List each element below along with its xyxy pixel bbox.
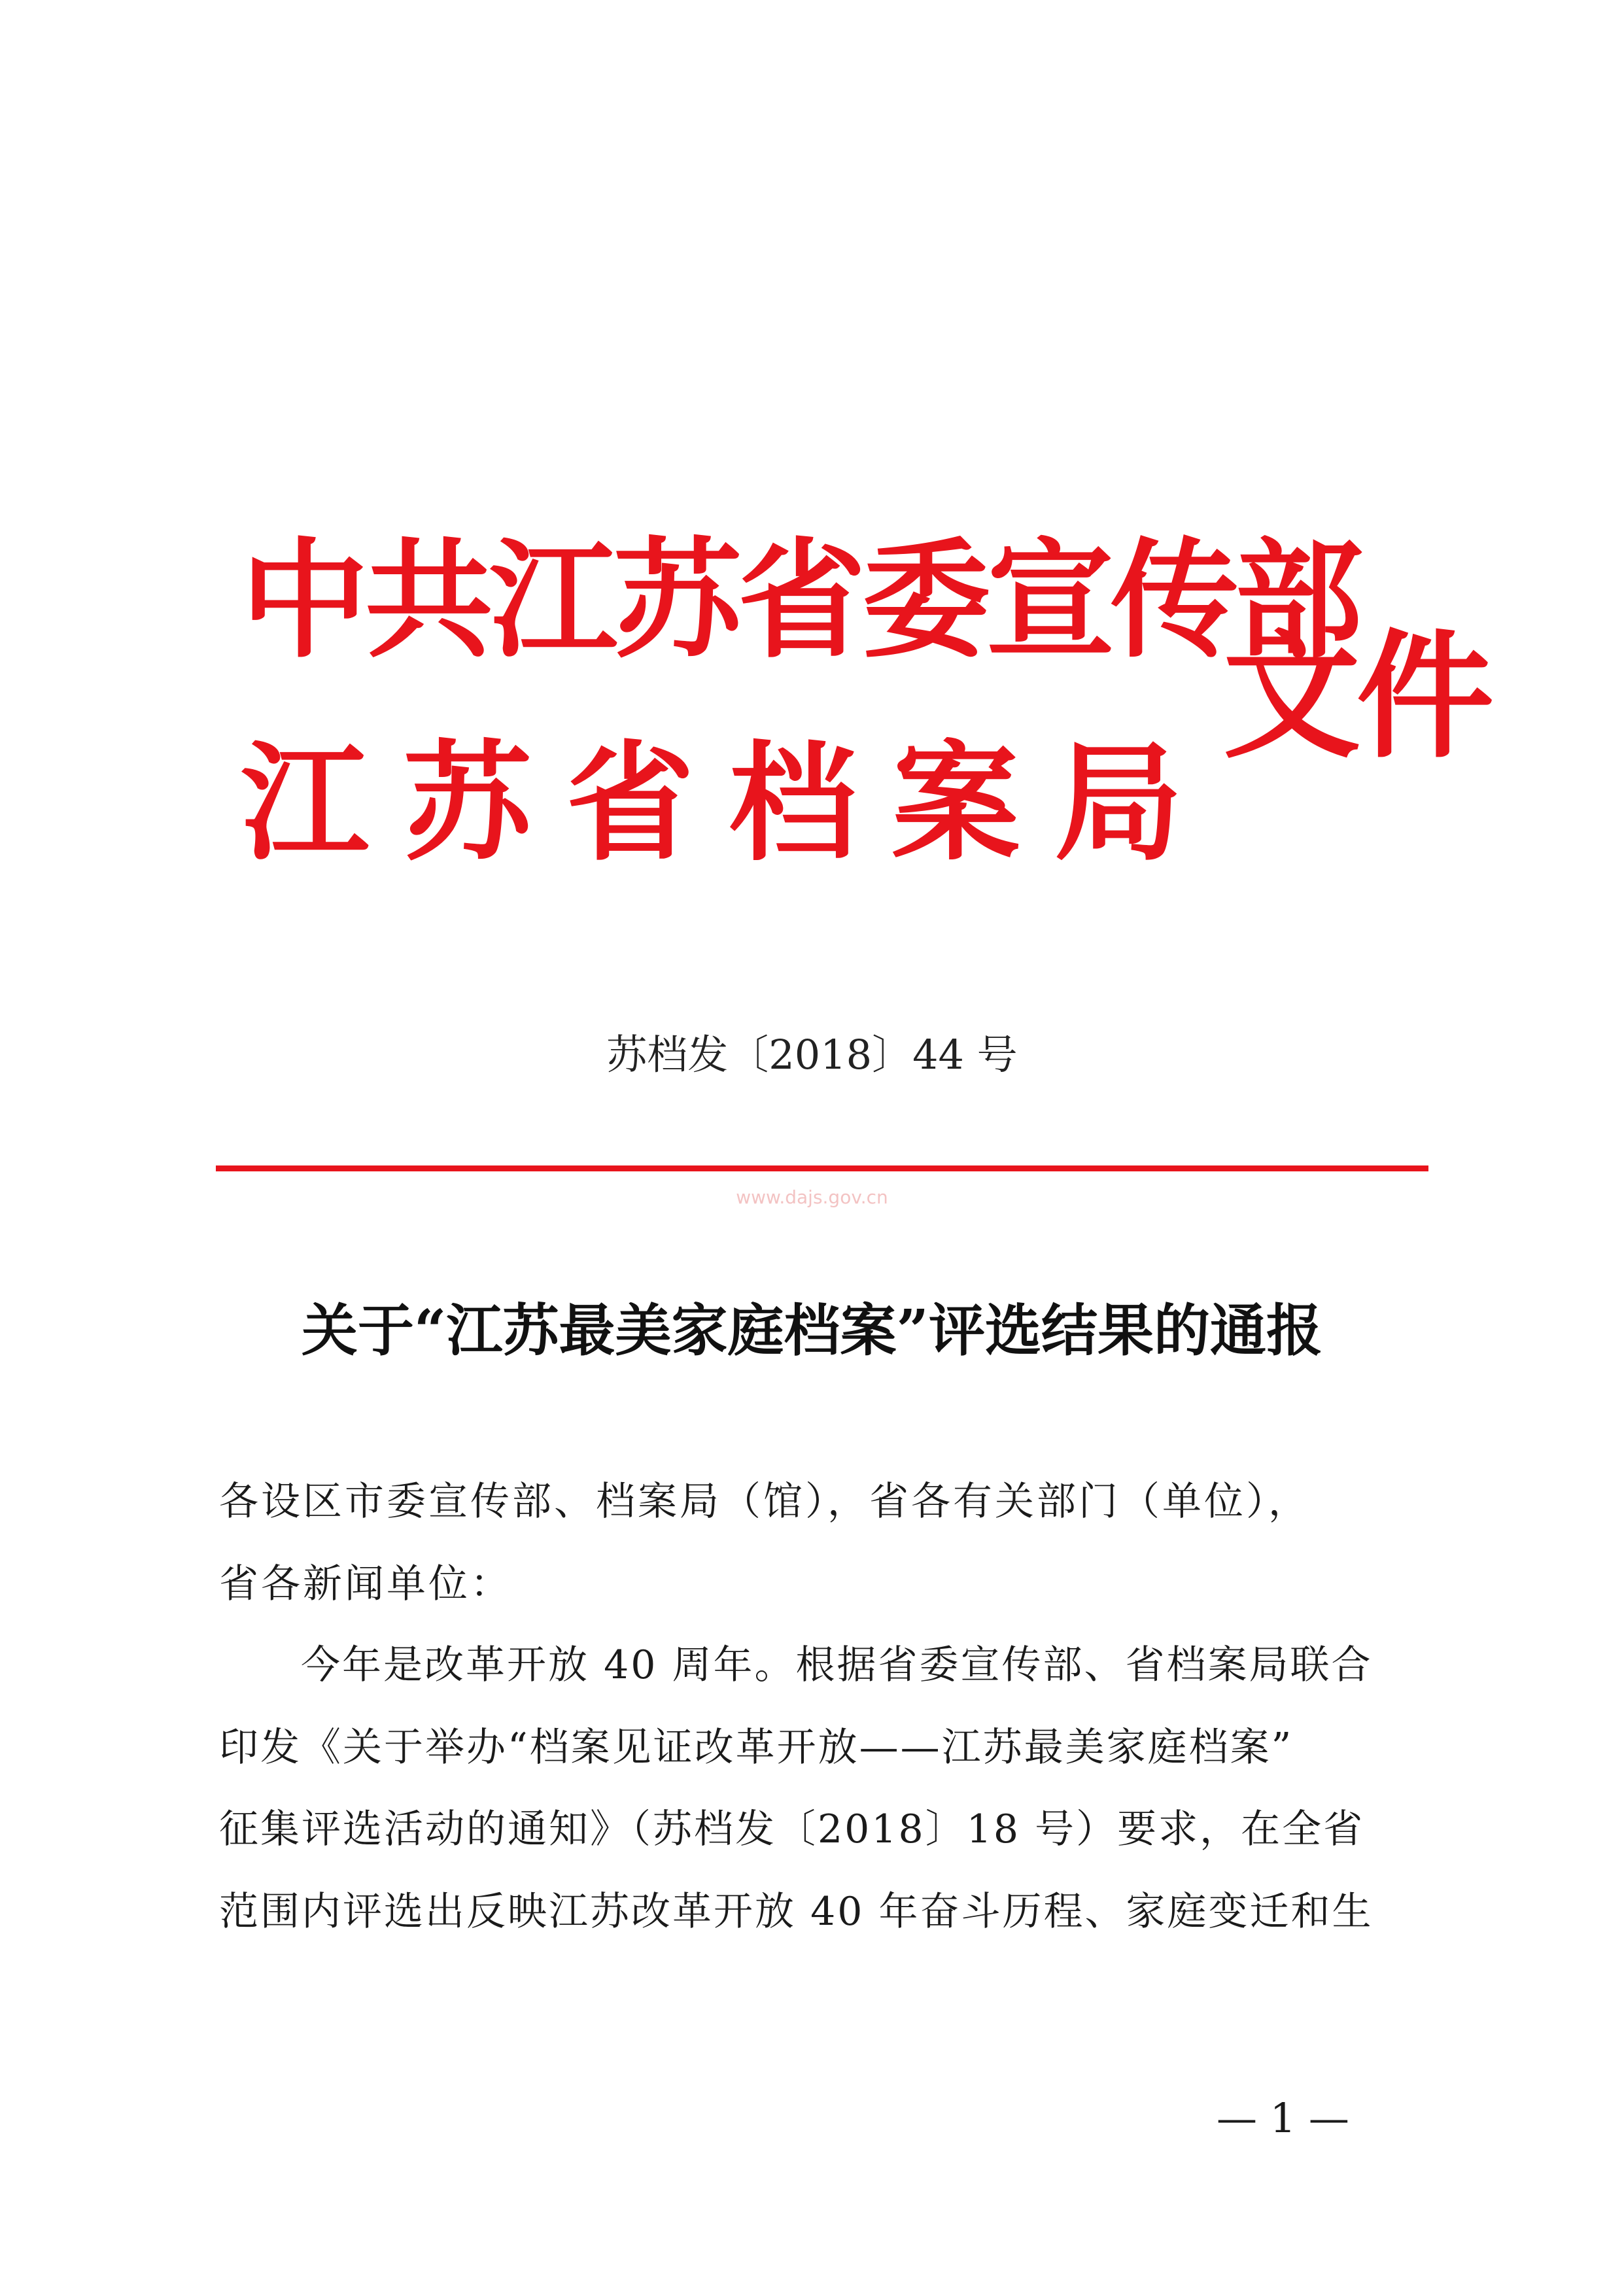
document-number: 苏档发〔2018〕44 号 [606, 1031, 1018, 1078]
issuer-char: 江 [241, 728, 370, 878]
paragraph-line: 今年是改革开放 40 周年。根据省委宣传部、省档案局联合 [301, 1642, 1373, 1688]
paragraph-line: 征集评选活动的通知》（苏档发〔2018〕18 号）要求，在全省 [219, 1806, 1365, 1852]
notice-title: 关于“江苏最美家庭档案”评选结果的通报 [302, 1298, 1322, 1364]
issuer-char: 苏 [403, 728, 532, 878]
red-divider-line [216, 1165, 1428, 1171]
paragraph-line: 印发《关于举办“档案见证改革开放——江苏最美家庭档案” [219, 1725, 1294, 1770]
paragraph-line: 范围内评选出反映江苏改革开放 40 年奋斗历程、家庭变迁和生 [219, 1889, 1373, 1935]
issuer-char: 档 [729, 728, 857, 878]
issuer-char: 局 [1054, 728, 1183, 878]
document-type-label: 文件 [1223, 615, 1491, 777]
issuer-line-1: 中共江苏省委宣传部 [241, 525, 1360, 676]
issuer-line-2 [241, 728, 1183, 878]
issuer-char: 案 [891, 728, 1020, 878]
page-number: — 1 — [1217, 2094, 1349, 2142]
issuer-char: 省 [566, 728, 695, 878]
addressee-line: 各设区市委宣传部、档案局（馆），省各有关部门（单位）， [219, 1479, 1310, 1525]
website-watermark: www.dajs.gov.cn [736, 1186, 888, 1208]
addressee-line: 省各新闻单位： [219, 1561, 512, 1607]
